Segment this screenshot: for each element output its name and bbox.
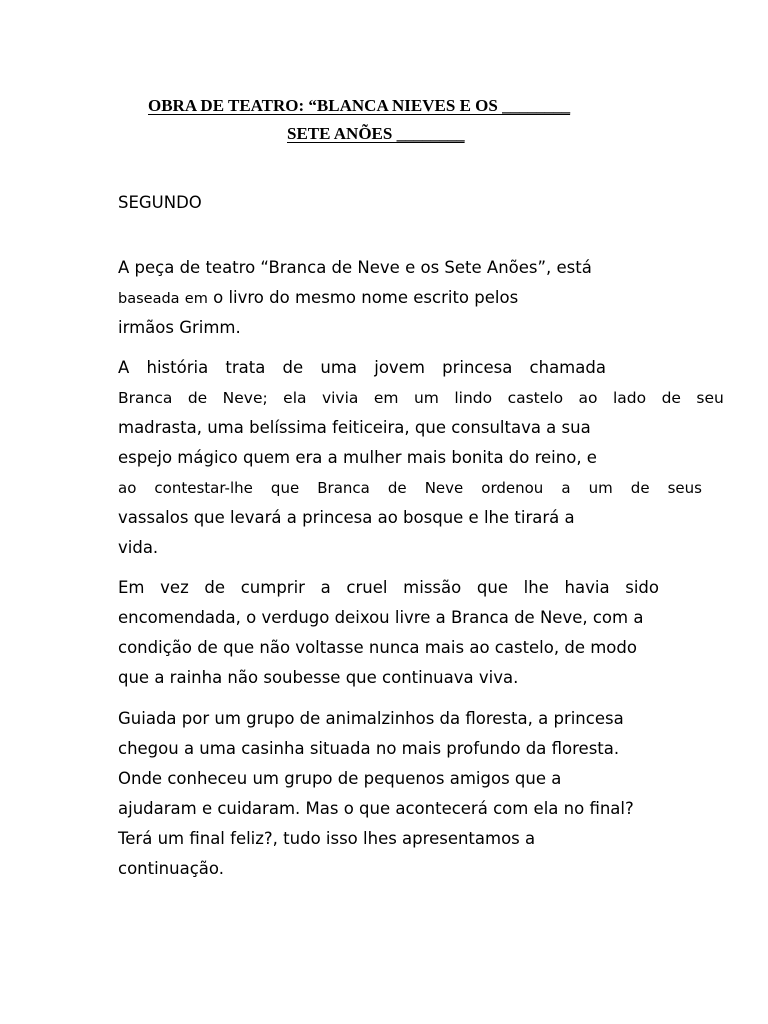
word: nome <box>361 288 409 307</box>
word: livro <box>228 288 264 307</box>
paragraph-1-line-2 <box>118 288 594 309</box>
paragraph-2-line-7: vida. <box>118 538 159 557</box>
paragraph-3-line-1 <box>118 578 659 598</box>
paragraph-4-line-1: Guiada por um grupo de animalzinhos da floresta, a princesa <box>118 709 624 728</box>
word: ordenou <box>481 479 544 497</box>
word: pelos <box>474 288 519 307</box>
paragraph-2-line-1 <box>118 358 606 378</box>
word: sido <box>625 578 659 597</box>
word: baseada <box>118 291 180 307</box>
word: de <box>204 578 226 597</box>
section-heading: SEGUNDO <box>118 193 202 212</box>
word: ao <box>578 389 598 407</box>
word: Branca <box>317 479 370 497</box>
document-title-line-1: OBRA DE TEATRO: “BLANCA NIEVES E OS ________ <box>148 96 571 115</box>
word: vivia <box>321 389 359 407</box>
paragraph-4-line-2: chegou a uma casinha situada no mais profundo da floresta. <box>118 739 620 758</box>
word: Neve; <box>222 389 268 407</box>
word: de <box>661 389 681 407</box>
word: a <box>320 578 331 597</box>
word: cruel <box>346 578 388 597</box>
word: ela <box>283 389 307 407</box>
paragraph-4-line-4: ajudaram e cuidaram. Mas o que acontecerá com ela no final? <box>118 799 634 818</box>
word: de <box>387 479 407 497</box>
word: castelo <box>507 389 564 407</box>
word: ao <box>118 479 137 497</box>
word: a <box>561 479 571 497</box>
document-title-line-2: SETE ANÕES ________ <box>287 124 465 143</box>
word: de <box>187 389 208 407</box>
word: uma <box>320 358 358 377</box>
word: jovem <box>374 358 425 377</box>
word: cumprir <box>240 578 305 597</box>
word: lindo <box>454 389 493 407</box>
word: havia <box>564 578 610 597</box>
word: chamada <box>529 358 606 377</box>
paragraph-3-line-2: encomendada, o verdugo deixou livre a Branca de Neve, com a <box>118 608 644 627</box>
paragraph-2-line-5 <box>118 478 702 498</box>
paragraph-3-line-4: que a rainha não soubesse que continuava viva. <box>118 668 519 687</box>
paragraph-2-line-4: espejo mágico quem era a mulher mais bonita do reino, e <box>118 448 597 467</box>
word: vez <box>160 578 189 597</box>
word: missão <box>403 578 462 597</box>
word: em <box>373 389 399 407</box>
word: que <box>476 578 508 597</box>
paragraph-2-line-6: vassalos que levará a princesa ao bosque e lhe tirará a <box>118 508 575 527</box>
word: o <box>213 288 224 307</box>
paragraph-3-line-3: condição de que não voltasse nunca mais ao castelo, de modo <box>118 638 637 657</box>
word: lhe <box>523 578 549 597</box>
word: um <box>588 479 613 497</box>
word: A <box>118 358 130 377</box>
word: princesa <box>442 358 513 377</box>
word: história <box>146 358 209 377</box>
word: mesmo <box>294 288 356 307</box>
word: em <box>184 291 208 307</box>
paragraph-1-line-3: irmãos Grimm. <box>118 318 241 337</box>
word: Branca <box>118 389 173 407</box>
word: seu <box>696 389 724 407</box>
word: contestar-lhe <box>154 479 253 497</box>
word: de <box>630 479 650 497</box>
word: que <box>270 479 300 497</box>
paragraph-1-line-1: A peça de teatro “Branca de Neve e os Sete Anões”, está <box>118 258 592 277</box>
word: seus <box>667 479 702 497</box>
paragraph-2-line-3: madrasta, uma belíssima feiticeira, que consultava a sua <box>118 418 591 437</box>
word: Em <box>118 578 145 597</box>
word: de <box>282 358 304 377</box>
paragraph-2-line-2 <box>118 388 724 408</box>
paragraph-4-line-3: Onde conheceu um grupo de pequenos amigos que a <box>118 769 562 788</box>
paragraph-4-line-6: continuação. <box>118 859 224 878</box>
paragraph-4-line-5: Terá um final feliz?, tudo isso lhes apresentamos a <box>118 829 536 848</box>
word: trata <box>225 358 266 377</box>
word: do <box>269 288 290 307</box>
word: um <box>413 389 439 407</box>
word: escrito <box>413 288 470 307</box>
word: Neve <box>424 479 464 497</box>
word: lado <box>612 389 647 407</box>
